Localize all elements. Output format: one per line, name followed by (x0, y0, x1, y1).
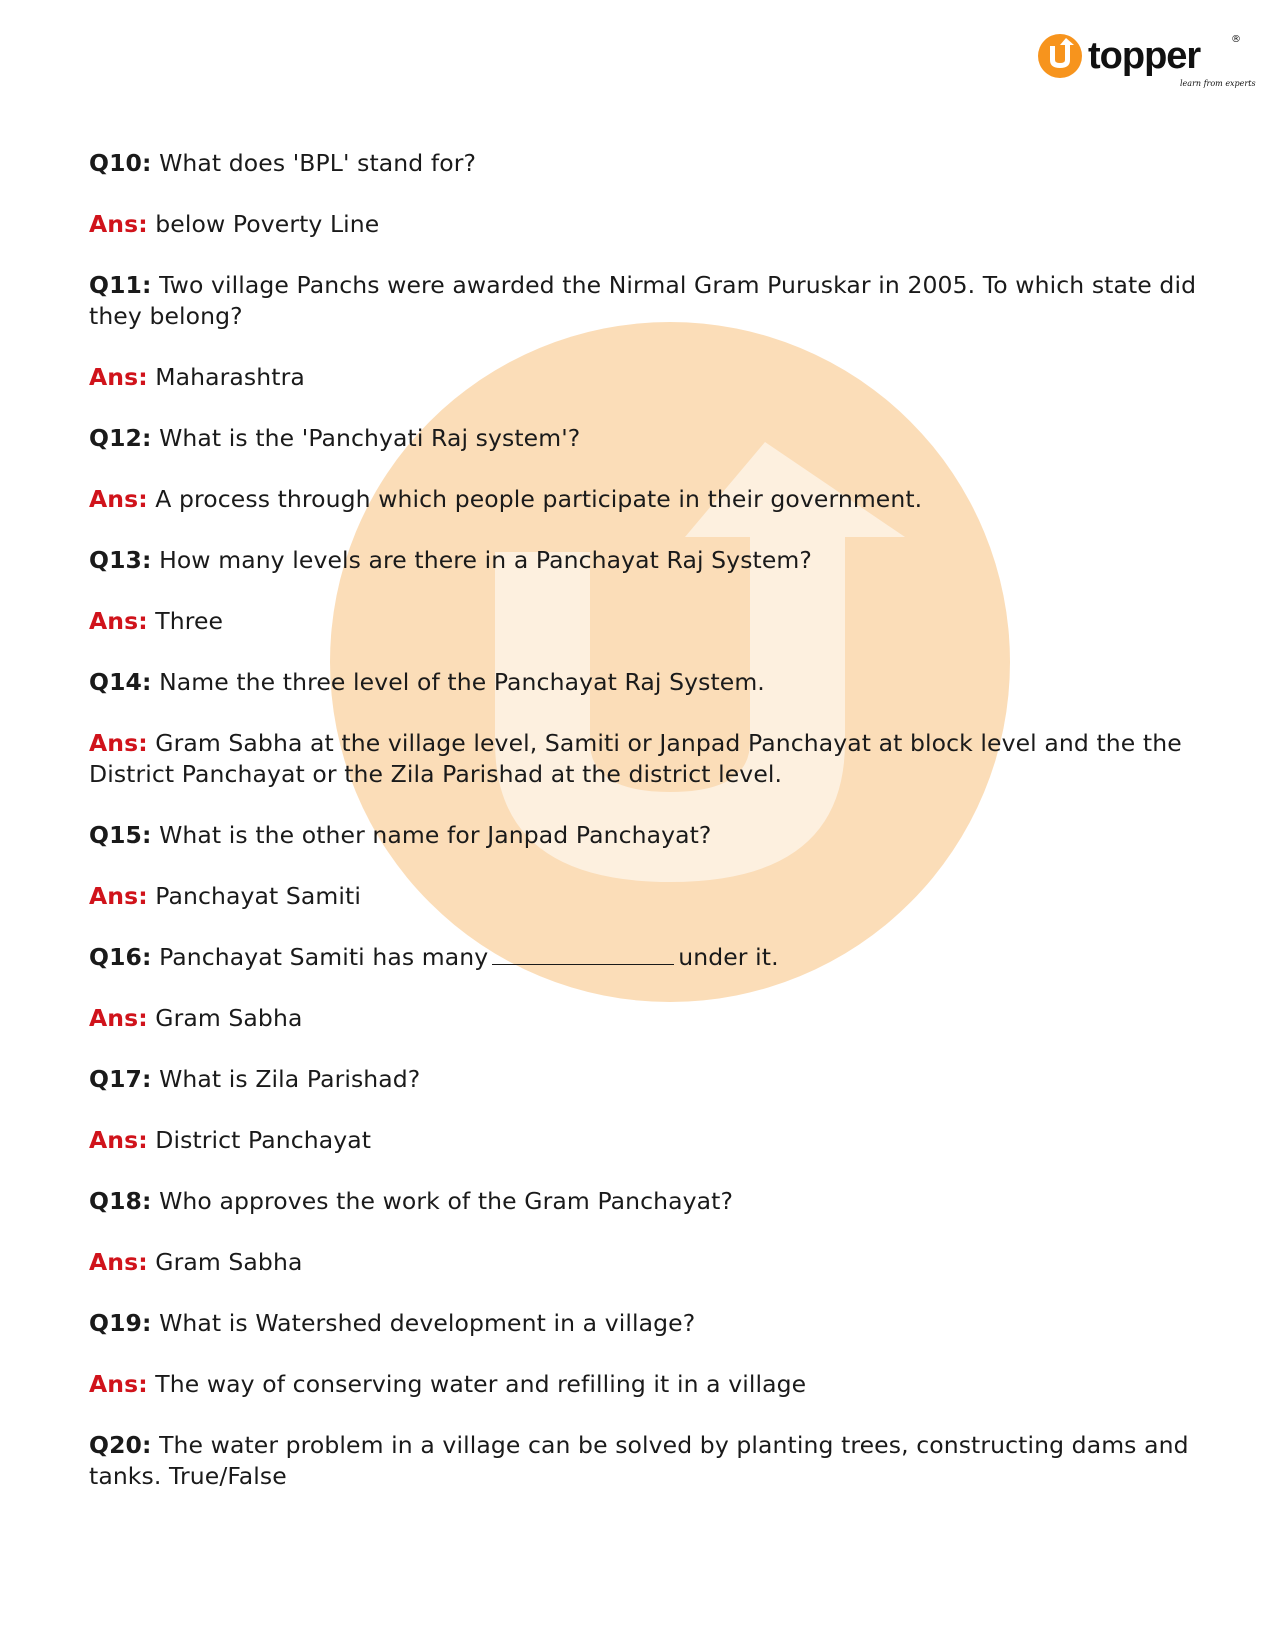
answer-q19 (89, 1369, 1199, 1400)
question-text: What is the other name for Janpad Panchayat? (159, 821, 712, 849)
question-text: What is the 'Panchyati Raj system'? (159, 424, 581, 452)
question-q15 (89, 820, 1199, 851)
question-q19 (89, 1308, 1199, 1339)
answer-label: Ans: (89, 882, 148, 910)
question-label: Q16: (89, 943, 152, 971)
question-q20 (89, 1430, 1199, 1492)
answer-q10 (89, 209, 1199, 240)
question-text: The water problem in a village can be solved by planting trees, constructing dams and tanks. True/False (89, 1431, 1189, 1490)
answer-text: District Panchayat (155, 1126, 372, 1154)
question-text-after-blank: under it. (678, 943, 779, 971)
answer-text: Gram Sabha (155, 1248, 303, 1276)
answer-q12 (89, 484, 1199, 515)
question-q13 (89, 545, 1199, 576)
answer-text: Gram Sabha (155, 1004, 303, 1032)
answer-label: Ans: (89, 1126, 148, 1154)
answer-label: Ans: (89, 1248, 148, 1276)
answer-text: below Poverty Line (155, 210, 380, 238)
answer-text: Maharashtra (155, 363, 305, 391)
question-q14 (89, 667, 1199, 698)
svg-text:learn from experts: learn from experts (1180, 79, 1256, 88)
qa-list (89, 148, 1199, 1522)
question-q17 (89, 1064, 1199, 1095)
question-text: Name the three level of the Panchayat Raj System. (159, 668, 765, 696)
fill-in-blank (492, 942, 674, 965)
answer-text: Gram Sabha at the village level, Samiti or Janpad Panchayat at block level and the the District Panchayat or the Zila Parishad at the district level. (89, 729, 1182, 788)
question-q10 (89, 148, 1199, 179)
answer-label: Ans: (89, 210, 148, 238)
answer-label: Ans: (89, 729, 148, 757)
question-q11 (89, 270, 1199, 332)
svg-text:®: ® (1231, 34, 1241, 45)
topper-logo-icon (1038, 30, 1256, 92)
question-q16 (89, 942, 1199, 973)
answer-text: Three (155, 607, 224, 635)
question-text: How many levels are there in a Panchayat Raj System? (159, 546, 812, 574)
answer-q13 (89, 606, 1199, 637)
question-text: Two village Panchs were awarded the Nirmal Gram Puruskar in 2005. To which state did they belong? (89, 271, 1197, 330)
answer-text: The way of conserving water and refilling it in a village (155, 1370, 807, 1398)
question-text: What is Watershed development in a village? (159, 1309, 696, 1337)
answer-label: Ans: (89, 607, 148, 635)
answer-text: Panchayat Samiti (155, 882, 361, 910)
answer-q16 (89, 1003, 1199, 1034)
answer-label: Ans: (89, 1004, 148, 1032)
question-label: Q11: (89, 271, 152, 299)
question-text: What is Zila Parishad? (159, 1065, 421, 1093)
question-label: Q13: (89, 546, 152, 574)
question-text: Who approves the work of the Gram Panchayat? (159, 1187, 734, 1215)
question-label: Q14: (89, 668, 152, 696)
answer-q14 (89, 728, 1199, 790)
question-label: Q12: (89, 424, 152, 452)
question-q18 (89, 1186, 1199, 1217)
question-q12 (89, 423, 1199, 454)
answer-label: Ans: (89, 363, 148, 391)
answer-q18 (89, 1247, 1199, 1278)
question-label: Q19: (89, 1309, 152, 1337)
answer-q11 (89, 362, 1199, 393)
answer-q17 (89, 1125, 1199, 1156)
svg-text:topper: topper (1088, 35, 1201, 77)
question-label: Q17: (89, 1065, 152, 1093)
answer-q15 (89, 881, 1199, 912)
question-text: What does 'BPL' stand for? (159, 149, 477, 177)
question-label: Q10: (89, 149, 152, 177)
answer-text: A process through which people participate in their government. (155, 485, 923, 513)
question-label: Q20: (89, 1431, 152, 1459)
answer-label: Ans: (89, 485, 148, 513)
question-label: Q15: (89, 821, 152, 849)
answer-label: Ans: (89, 1370, 148, 1398)
question-label: Q18: (89, 1187, 152, 1215)
question-text-before-blank: Panchayat Samiti has many (159, 943, 489, 971)
